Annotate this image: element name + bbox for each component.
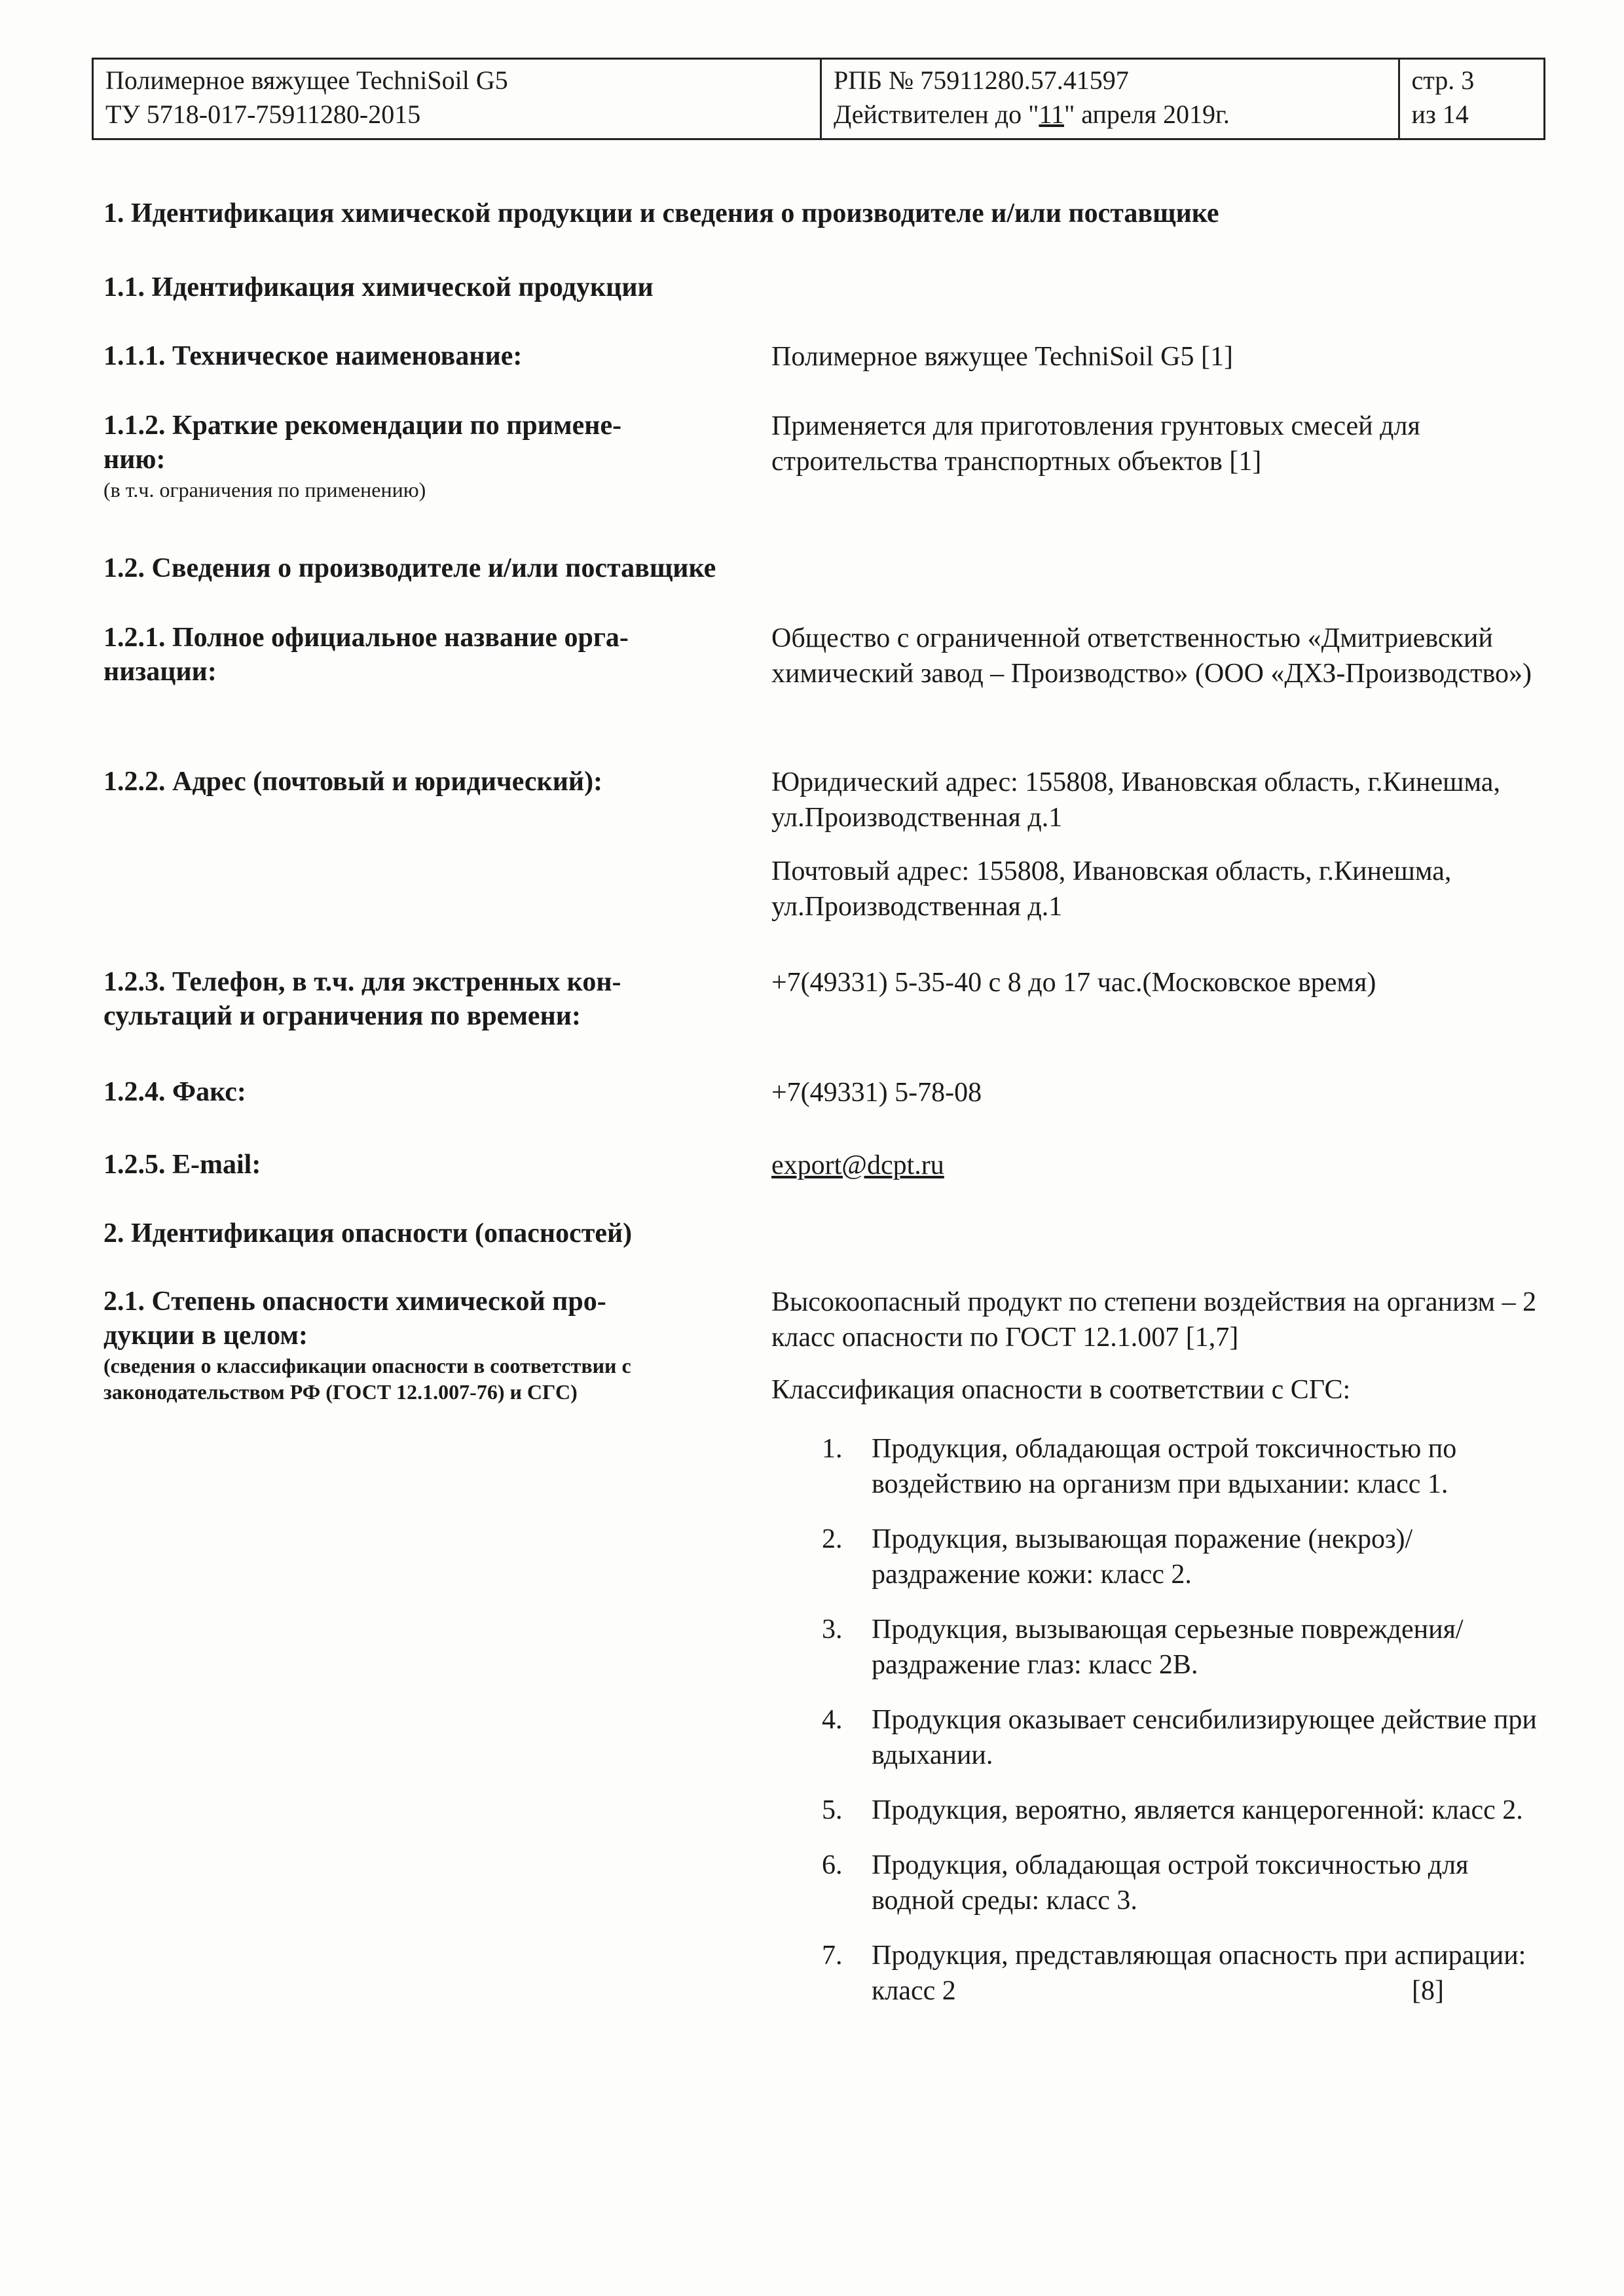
- list-item: [822, 1522, 1549, 1592]
- legal-address: Юридический адрес: 155808, Ивановская область, г.Кинешма, ул.Производственная д.1: [771, 767, 1500, 833]
- header-page-cell: [1400, 60, 1543, 138]
- label-1-2-2: 1.2.2. Адрес (почтовый и юридический):: [103, 767, 603, 797]
- list-item: [822, 1702, 1549, 1773]
- list-item-number: 6.: [822, 1850, 843, 1880]
- reference-8: [8]: [1412, 1976, 1444, 2006]
- label-2-1-note: (сведения о классификации опасности в соответствии с законодательством РФ (ГОСТ 12.1.007-76) и СГС): [103, 1354, 631, 1404]
- value-2-1: [771, 1285, 1544, 1408]
- label-1-2-3-line1: 1.2.3. Телефон, в т.ч. для экстренных кон-: [103, 967, 621, 997]
- postal-address: Почтовый адрес: 155808, Ивановская область, г.Кинешма, ул.Производственная д.1: [771, 856, 1452, 922]
- ghs-classification-intro: Классификация опасности в соответствии с СГС:: [771, 1375, 1351, 1405]
- hazard-class-text: Высокоопасный продукт по степени воздействия на организм – 2 класс опасности по ГОСТ 12.1.007 [1,7]: [771, 1287, 1537, 1353]
- label-1-2-1-line2: низации:: [103, 657, 217, 687]
- list-item-number: 1.: [822, 1434, 843, 1464]
- label-2-1-line1: 2.1. Степень опасности химической про-: [103, 1286, 606, 1317]
- value-1-2-3: +7(49331) 5-35-40 с 8 до 17 час.(Московское время): [771, 968, 1376, 998]
- list-item-text: Продукция, вероятно, является канцерогенной: класс 2.: [872, 1795, 1523, 1825]
- value-1-1-2: Применяется для приготовления грунтовых смесей для строительства транспортных объектов [1]: [771, 411, 1420, 477]
- value-1-2-2: [771, 765, 1544, 924]
- label-1-2-3: [103, 965, 758, 1033]
- list-item-text: Продукция оказывает сенсибилизирующее действие при вдыхании.: [872, 1705, 1537, 1770]
- list-item: [822, 1793, 1549, 1828]
- value-1-1-1: Полимерное вяжущее TechniSoil G5 [1]: [771, 342, 1233, 372]
- label-1-1-2: [103, 409, 758, 503]
- label-2-1-line2: дукции в целом:: [103, 1321, 308, 1351]
- header-page-total: из 14: [1411, 100, 1469, 129]
- list-item-number: 2.: [822, 1524, 843, 1554]
- list-item-text: Продукция, вызывающая серьезные повреждения/раздражение глаз: класс 2В.: [872, 1614, 1464, 1680]
- list-item-number: 7.: [822, 1941, 843, 1971]
- section-2-title: 2. Идентификация опасности (опасностей): [103, 1218, 633, 1248]
- header-page-number: стр. 3: [1411, 65, 1475, 95]
- label-2-1: [103, 1285, 758, 1405]
- ghs-hazard-list: [822, 1431, 1549, 2028]
- section-1-title: 1. Идентификация химической продукции и сведения о производителе и/или поставщике: [103, 198, 1219, 228]
- validity-suffix: " апреля 2019г.: [1063, 100, 1230, 129]
- header-tu-number: ТУ 5718-017-75911280-2015: [105, 100, 421, 129]
- header-product-cell: [94, 60, 822, 138]
- value-1-2-4: +7(49331) 5-78-08: [771, 1078, 982, 1108]
- document-header: [92, 58, 1545, 140]
- list-item-text: Продукция, представляющая опасность при аспирации: класс 2: [872, 1941, 1526, 2006]
- label-1-1-2-line2: нию:: [103, 445, 166, 475]
- section-1-1-title: 1.1. Идентификация химической продукции: [103, 272, 654, 302]
- header-product-name: Полимерное вяжущее TechniSoil G5: [105, 65, 508, 95]
- list-item: [822, 1612, 1549, 1683]
- section-1-2-title: 1.2. Сведения о производителе и/или поставщике: [103, 553, 716, 583]
- value-1-2-1: Общество с ограниченной ответственностью «Дмитриевский химический завод – Производство» (ООО «ДХЗ-Производство»): [771, 623, 1532, 689]
- list-item-number: 3.: [822, 1614, 843, 1645]
- list-item-number: 4.: [822, 1705, 843, 1735]
- label-1-2-1-line1: 1.2.1. Полное официальное название орга-: [103, 623, 629, 653]
- header-rpb-number: РПБ № 75911280.57.41597: [833, 65, 1129, 95]
- list-item: [822, 1938, 1549, 2009]
- header-rpb-cell: [822, 60, 1400, 138]
- list-item: [822, 1848, 1549, 1918]
- label-1-2-5: 1.2.5. E-mail:: [103, 1150, 261, 1180]
- list-item-text: Продукция, вызывающая поражение (некроз)/ раздражение кожи: класс 2.: [872, 1524, 1413, 1590]
- list-item: [822, 1431, 1549, 1502]
- label-1-2-3-line2: сультаций и ограничения по времени:: [103, 1001, 581, 1031]
- validity-day: 11: [1039, 100, 1064, 129]
- label-1-2-1: [103, 621, 758, 689]
- validity-prefix: Действителен до ": [833, 100, 1039, 129]
- email-link[interactable]: export@dcpt.ru: [771, 1150, 944, 1180]
- label-1-1-2-line1: 1.1.2. Краткие рекомендации по примене-: [103, 410, 622, 441]
- list-item-text: Продукция, обладающая острой токсичностью для водной среды: класс 3.: [872, 1850, 1469, 1916]
- label-1-1-2-note: (в т.ч. ограничения по применению): [103, 478, 426, 501]
- header-validity: [834, 98, 1386, 132]
- label-1-2-4: 1.2.4. Факс:: [103, 1077, 246, 1107]
- list-item-text: Продукция, обладающая острой токсичностью по воздействию на организм при вдыхании: класс 1.: [872, 1434, 1457, 1499]
- list-item-number: 5.: [822, 1795, 843, 1825]
- label-1-1-1: 1.1.1. Техническое наименование:: [103, 341, 523, 371]
